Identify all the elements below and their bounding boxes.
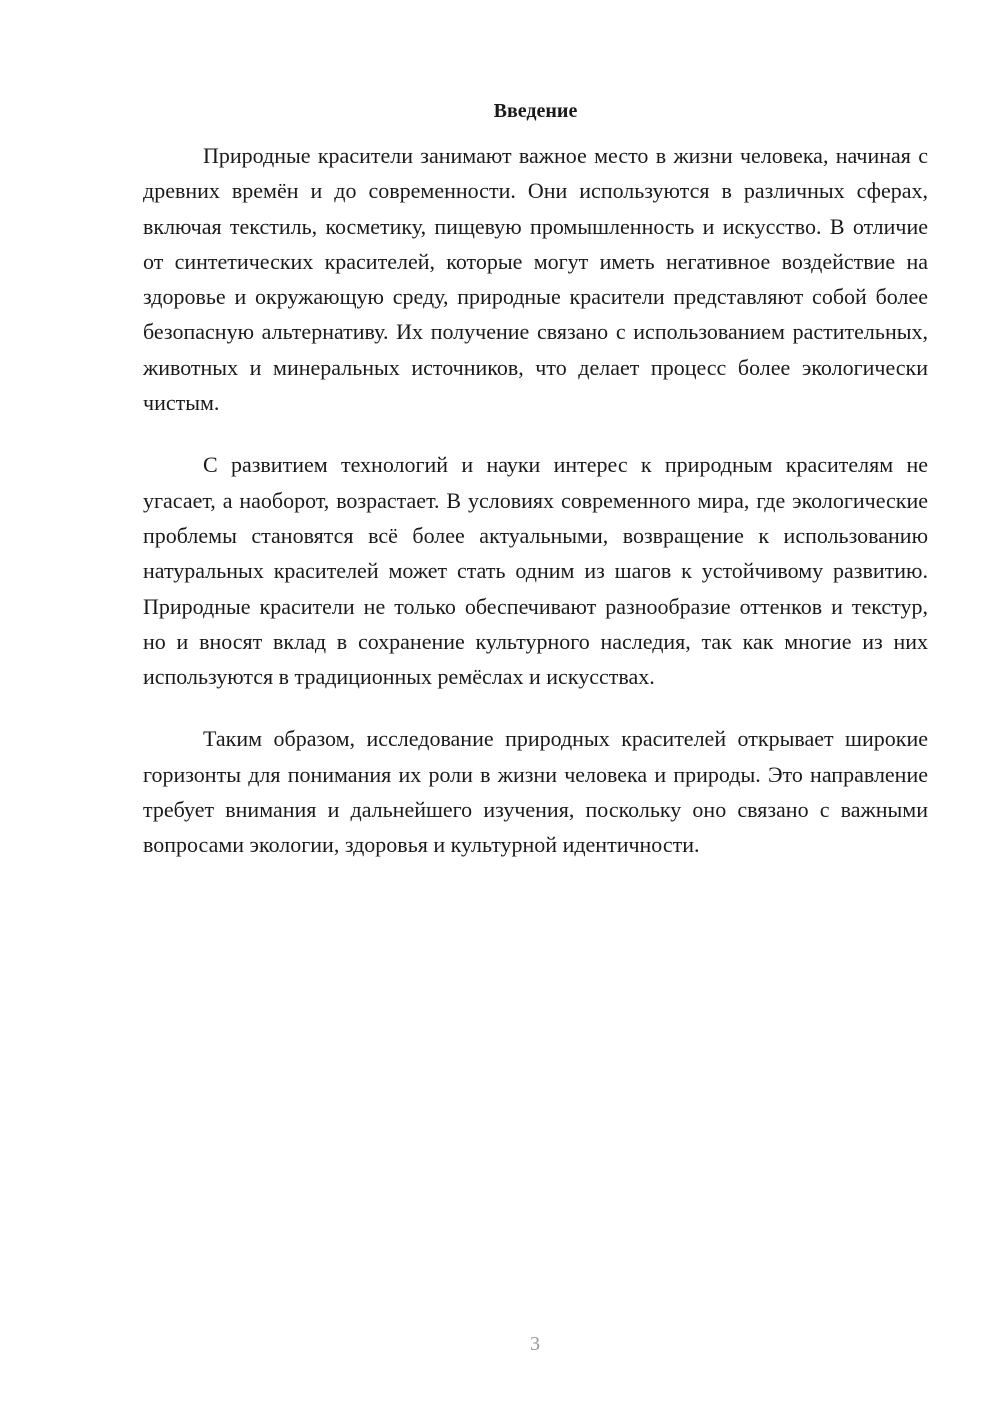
section-title: Введение: [493, 100, 578, 122]
paragraph-3: Таким образом, исследование природных красителей открывает широкие горизонты для понимания их роли в жизни человека и природы. Это направление требует внимания и дальнейшего изучения, поскольку оно связано с важными вопросами экологии, здоровья и культурной идентичности.: [143, 726, 928, 858]
paragraph-1: Природные красители занимают важное место в жизни человека, начиная с древних времён и до современности. Они используются в различных сферах, включая текстиль, косметику, пищевую промышленность и искусство. В отличие от синтетических красителей, которые могут иметь негативное воздействие на здоровье и окружающую среду, природные красители представляют собой более безопасную альтернативу. Их получение связано с использованием растительных, животных и минеральных источников, что делает процесс более экологически чистым.: [143, 143, 928, 416]
document-body: [143, 96, 928, 890]
page-number: 3: [530, 1333, 540, 1355]
paragraph-2: С развитием технологий и науки интерес к природным красителям не угасает, а наоборот, возрастает. В условиях современного мира, где экологические проблемы становятся всё более актуальными, возвращение к использованию натуральных красителей может стать одним из шагов к устойчивому развитию. Природные красители не только обеспечивают разнообразие оттенков и текстур, но и вносят вклад в сохранение культурного наследия, так как многие из них используются в традиционных ремёслах и искусствах.: [143, 452, 928, 690]
